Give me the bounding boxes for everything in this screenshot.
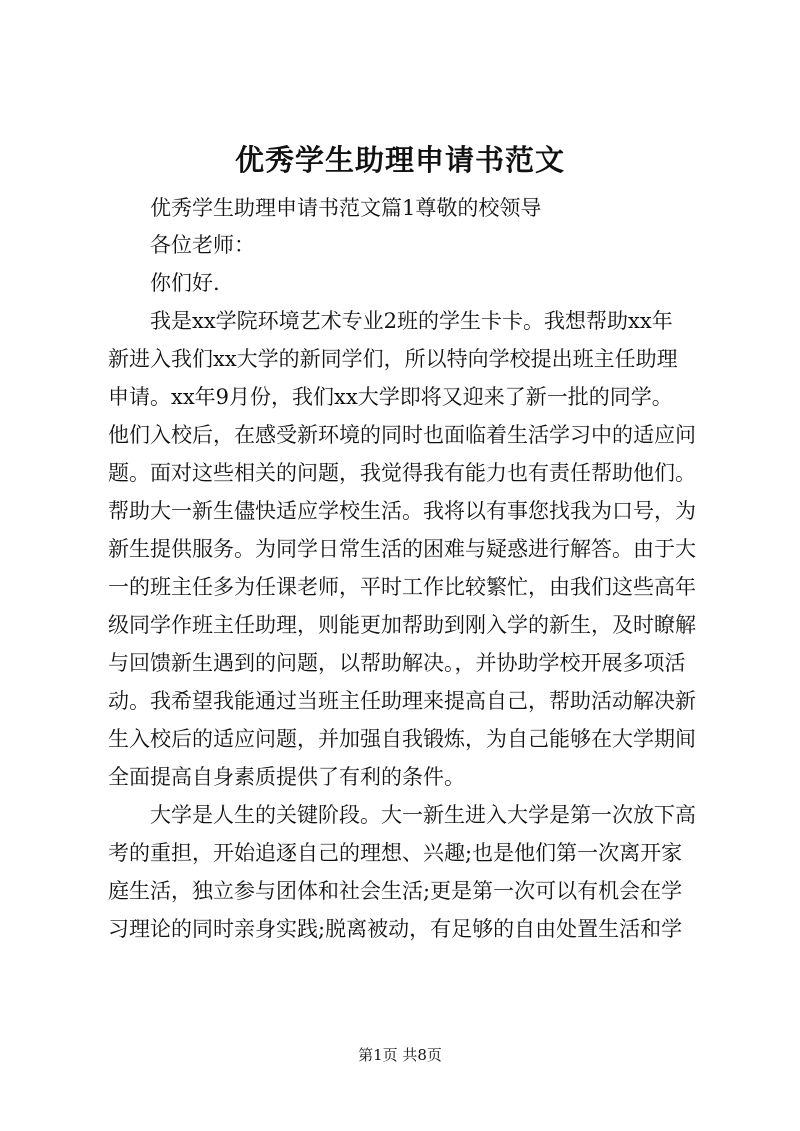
text-line: 新进入我们xx大学的新同学们，所以特向学校提出班主任助理 bbox=[108, 347, 678, 371]
document-title: 优秀学生助理申请书范文 bbox=[234, 143, 565, 177]
text-line: 你们好. bbox=[150, 271, 220, 295]
text-line: 生入校后的适应问题，并加强自我锻炼，为自己能够在大学期间 bbox=[108, 727, 696, 751]
page-number: 第1页 共8页 bbox=[358, 1046, 442, 1064]
text-line: 帮助大一新生儘快适应学校生活。我将以有事您找我为口号，为 bbox=[108, 499, 696, 523]
text-line: 全面提高自身素质提供了有利的条件。 bbox=[108, 765, 465, 789]
text-line: 新生提供服务。为同学日常生活的困难与疑惑进行解答。由于大 bbox=[108, 537, 696, 561]
text-line: 动。我希望我能通过当班主任助理来提高自己，帮助活动解决新 bbox=[108, 689, 696, 713]
text-line: 题。面对这些相关的问题，我觉得我有能力也有责任帮助他们。 bbox=[108, 461, 696, 485]
text-line: 级同学作班主任助理，则能更加帮助到刚入学的新生，及时瞭解 bbox=[108, 613, 696, 637]
text-line: 优秀学生助理申请书范文篇1尊敬的校领导 bbox=[150, 196, 542, 220]
text-line: 庭生活，独立参与团体和社会生活;更是第一次可以有机会在学 bbox=[108, 879, 683, 903]
text-line: 他们入校后，在感受新环境的同时也面临着生活学习中的适应问 bbox=[108, 423, 696, 447]
text-line: 习理论的同时亲身实践;脱离被动，有足够的自由处置生活和学 bbox=[108, 917, 683, 941]
text-line: 大学是人生的关键阶段。大一新生进入大学是第一次放下高 bbox=[150, 803, 696, 827]
text-line: 我是xx学院环境艺术专业2班的学生卡卡。我想帮助xx年 bbox=[150, 309, 673, 333]
text-line: 考的重担，开始追逐自己的理想、兴趣;也是他们第一次离开家 bbox=[108, 841, 683, 865]
text-line: 一的班主任多为任课老师，平时工作比较繁忙，由我们这些高年 bbox=[108, 575, 696, 599]
text-line: 与回馈新生遇到的问题，以帮助解决。，并协助学校开展多项活 bbox=[108, 651, 686, 675]
text-line: 各位老师： bbox=[150, 233, 255, 257]
text-line: 申请。xx年9月份，我们xx大学即将又迎来了新一批的同学。 bbox=[108, 385, 673, 409]
